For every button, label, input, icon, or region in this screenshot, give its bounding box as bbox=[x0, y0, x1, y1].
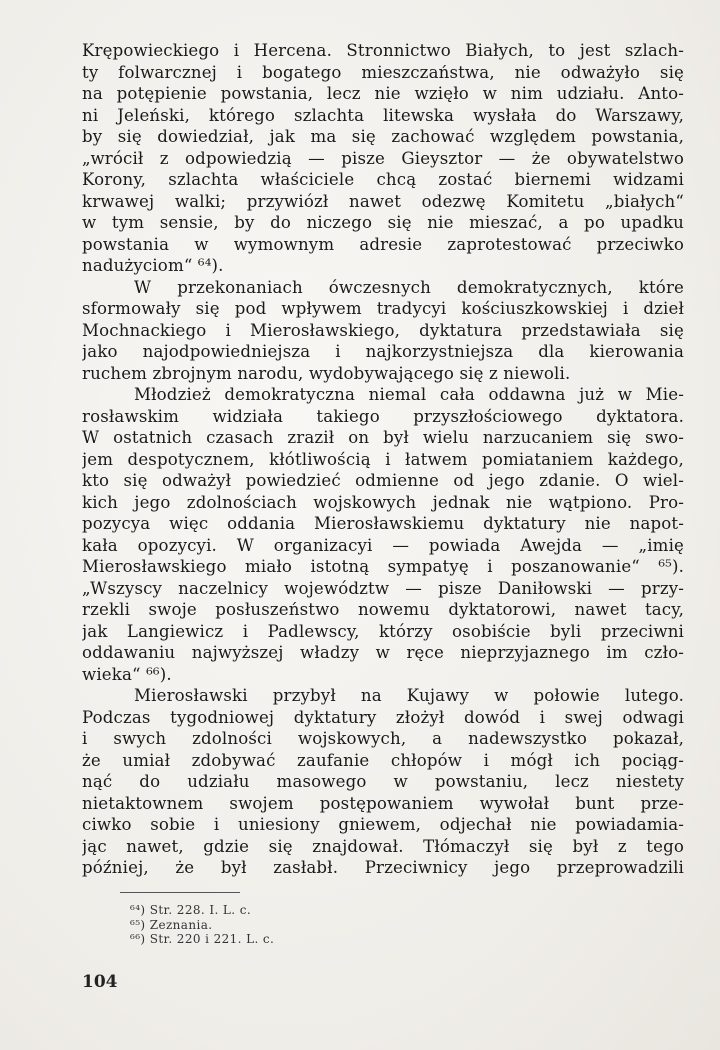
text-line: Podczas tygodniowej dyktatury złożył dowód i swej odwagi bbox=[82, 707, 684, 727]
text-line: nąć do udziału masowego w powstaniu, lecz niestety bbox=[82, 772, 684, 791]
text-line: kała opozycyi. W organizacyi — powiada Awejda — „imię bbox=[82, 535, 684, 555]
text-line: Korony, szlachta właściciele chcą zostać biernemi widzami bbox=[82, 170, 684, 189]
footnote: ⁶⁶) Str. 220 i 221. L. c. bbox=[130, 932, 275, 946]
text-line: jąc nawet, gdzie się znajdował. Tłómaczył się był z tego bbox=[82, 836, 684, 856]
text-line: nadużyciom“ ⁶⁴). bbox=[82, 256, 224, 275]
text-line: jak Langiewicz i Padlewscy, którzy osobiście byli przeciwni bbox=[82, 621, 684, 641]
text-line: oddawaniu najwyższej władzy w ręce nieprzyjaznego im czło- bbox=[82, 643, 684, 662]
text-line: wieka“ ⁶⁶). bbox=[82, 664, 172, 684]
text-line: kich jego zdolnościach wojskowych jednak nie wątpiono. Pro- bbox=[82, 492, 684, 512]
text-line: w tym sensie, by do niczego się nie mieszać, a po upadku bbox=[82, 213, 684, 232]
text-line: ty folwarcznej i bogatego mieszczaństwa, nie odważyło się bbox=[82, 62, 684, 82]
page-number: 104 bbox=[82, 972, 118, 992]
text-line: ciwko sobie i uniesiony gniewem, odjechał nie powiadamia- bbox=[82, 815, 684, 834]
text-line: Krępowieckiego i Hercena. Stronnictwo Białych, to jest szlach- bbox=[82, 41, 684, 60]
text-line: rosławskim widziała takiego przyszłościowego dyktatora. bbox=[82, 406, 684, 426]
text-line: by się dowiedział, jak ma się zachować względem powstania, bbox=[82, 127, 684, 146]
text-line: ni Jeleński, którego szlachta litewska wysłała do Warszawy, bbox=[82, 105, 684, 125]
text-line: Mierosławskiego miało istotną sympatyę i poszanowanie“ ⁶⁵). bbox=[82, 557, 684, 576]
text-line: powstania w wymownym adresie zaprotestować przeciwko bbox=[82, 234, 684, 254]
footnote: ⁶⁴) Str. 228. I. L. c. bbox=[130, 903, 252, 917]
text-line: ruchem zbrojnym narodu, wydobywającego się z niewoli. bbox=[82, 363, 571, 383]
text-line: Młodzież demokratyczna niemal cała oddawna już w Mie- bbox=[134, 385, 684, 404]
text-line: na potępienie powstania, lecz nie wzięło w nim udziału. Anto- bbox=[82, 84, 684, 103]
text-line: W ostatnich czasach zraził on był wielu narzucaniem się swo- bbox=[82, 428, 684, 447]
text-line: krwawej walki; przywiózł nawet odezwę Komitetu „białych“ bbox=[82, 191, 684, 211]
footnote-separator bbox=[120, 892, 240, 893]
text-line: i swych zdolności wojskowych, a nadewszystko pokazał, bbox=[82, 729, 684, 748]
footnotes bbox=[130, 903, 430, 947]
text-line: Mochnackiego i Mierosławskiego, dyktatura przedstawiała się bbox=[82, 320, 684, 340]
text-line: jako najodpowiedniejsza i najkorzystniejsza dla kierowania bbox=[82, 342, 684, 361]
text-line: jem despotycznem, kłótliwością i łatwem pomiataniem każdego, bbox=[82, 449, 684, 469]
text-line: że umiał zdobywać zaufanie chłopów i mógł ich pociąg- bbox=[82, 750, 684, 770]
text-line: sformowały się pod wpływem tradycyi kościuszkowskiej i dzieł bbox=[82, 299, 684, 318]
text-line: nietaktownem swojem postępowaniem wywołał bunt prze- bbox=[82, 793, 684, 813]
text-line: rzekli swoje posłuszeństwo nowemu dyktatorowi, nawet tacy, bbox=[82, 600, 684, 619]
text-line: pozycya więc oddania Mierosławskiemu dyktatury nie napot- bbox=[82, 514, 684, 533]
body-text bbox=[82, 40, 684, 879]
text-line: Mierosławski przybył na Kujawy w połowie lutego. bbox=[134, 686, 684, 705]
text-line: później, że był zasłabł. Przeciwnicy jego przeprowadzili bbox=[82, 858, 684, 877]
text-line: kto się odważył powiedzieć odmienne od jego zdanie. O wiel- bbox=[82, 471, 684, 490]
text-line: „Wszyscy naczelnicy województw — pisze Daniłowski — przy- bbox=[82, 578, 684, 598]
text-line: W przekonaniach ówczesnych demokratycznych, które bbox=[134, 277, 684, 297]
footnote: ⁶⁵) Zeznania. bbox=[130, 917, 213, 932]
text-line: „wrócił z odpowiedzią — pisze Gieysztor — że obywatelstwo bbox=[82, 148, 684, 168]
